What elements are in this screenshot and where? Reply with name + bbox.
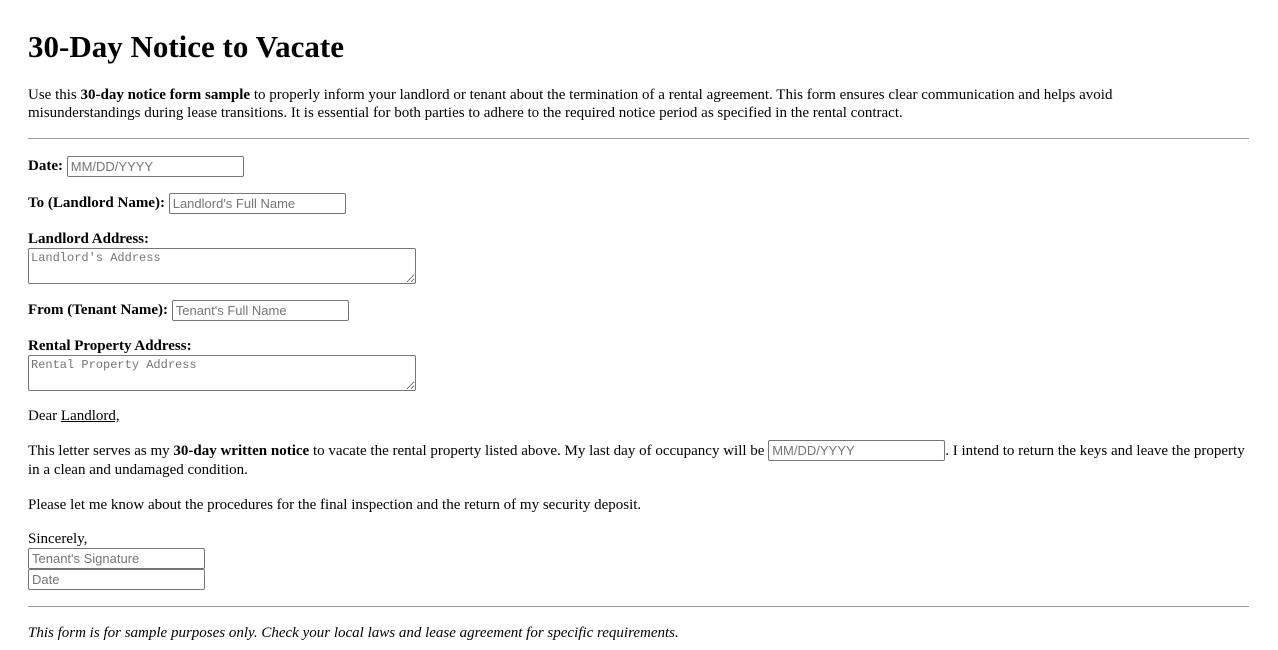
landlord-address-label: Landlord Address: [28, 231, 150, 247]
intro-text-bold: 30-day notice form sample [80, 87, 251, 103]
landlord-name-label: To (Landlord Name): [28, 194, 165, 211]
footnote: This form is for sample purposes only. Check your local laws and lease agreement for specific requirements. [28, 625, 679, 641]
page-title: 30-Day Notice to Vacate [28, 29, 344, 64]
body-text-bold: 30-day written notice [173, 443, 310, 459]
landlord-name-row [28, 193, 346, 214]
intro-text-before: Use this [28, 87, 81, 103]
landlord-address-textarea[interactable] [28, 248, 416, 284]
body-text-after: . I intend to return the keys and leave the property in a clean and undamaged condition. [28, 443, 1245, 478]
top-divider [28, 138, 1249, 139]
body-text-before: This letter serves as my [28, 443, 174, 459]
greeting [28, 407, 1249, 425]
property-address-label-row [28, 337, 192, 355]
request-paragraph: Please let me know about the procedures for the final inspection and the return of my security deposit. [28, 497, 642, 513]
bottom-divider [28, 606, 1249, 607]
tenant-name-input[interactable] [172, 300, 349, 321]
signature-date-input[interactable] [28, 569, 205, 590]
last-day-input[interactable] [768, 440, 945, 461]
intro-text-after: to properly inform your landlord or tenant about the termination of a rental agreement. This form ensures clear communication and helps avoid misunderstandings during lease transitions. It is essential for both parties to adhere to the required notice period as specified in the rental contract. [28, 87, 1113, 121]
landlord-address-label-row [28, 230, 149, 248]
tenant-name-row [28, 300, 349, 321]
intro-paragraph [28, 86, 1218, 122]
date-label: Date: [28, 157, 63, 174]
tenant-name-label: From (Tenant Name): [28, 301, 168, 318]
greeting-prefix: Dear [28, 408, 61, 424]
letter-body [28, 442, 1249, 479]
property-address-label: Rental Property Address: [28, 338, 192, 354]
body-text-middle: to vacate the rental property listed above. My last day of occupancy will be [309, 443, 769, 459]
signature-input[interactable] [28, 548, 205, 569]
property-address-textarea[interactable] [28, 355, 416, 391]
greeting-landlord-name: Landlord, [60, 408, 120, 424]
date-input[interactable] [67, 156, 244, 177]
date-row [28, 156, 244, 177]
closing-text: Sincerely, [28, 531, 88, 547]
landlord-name-input[interactable] [169, 193, 346, 214]
